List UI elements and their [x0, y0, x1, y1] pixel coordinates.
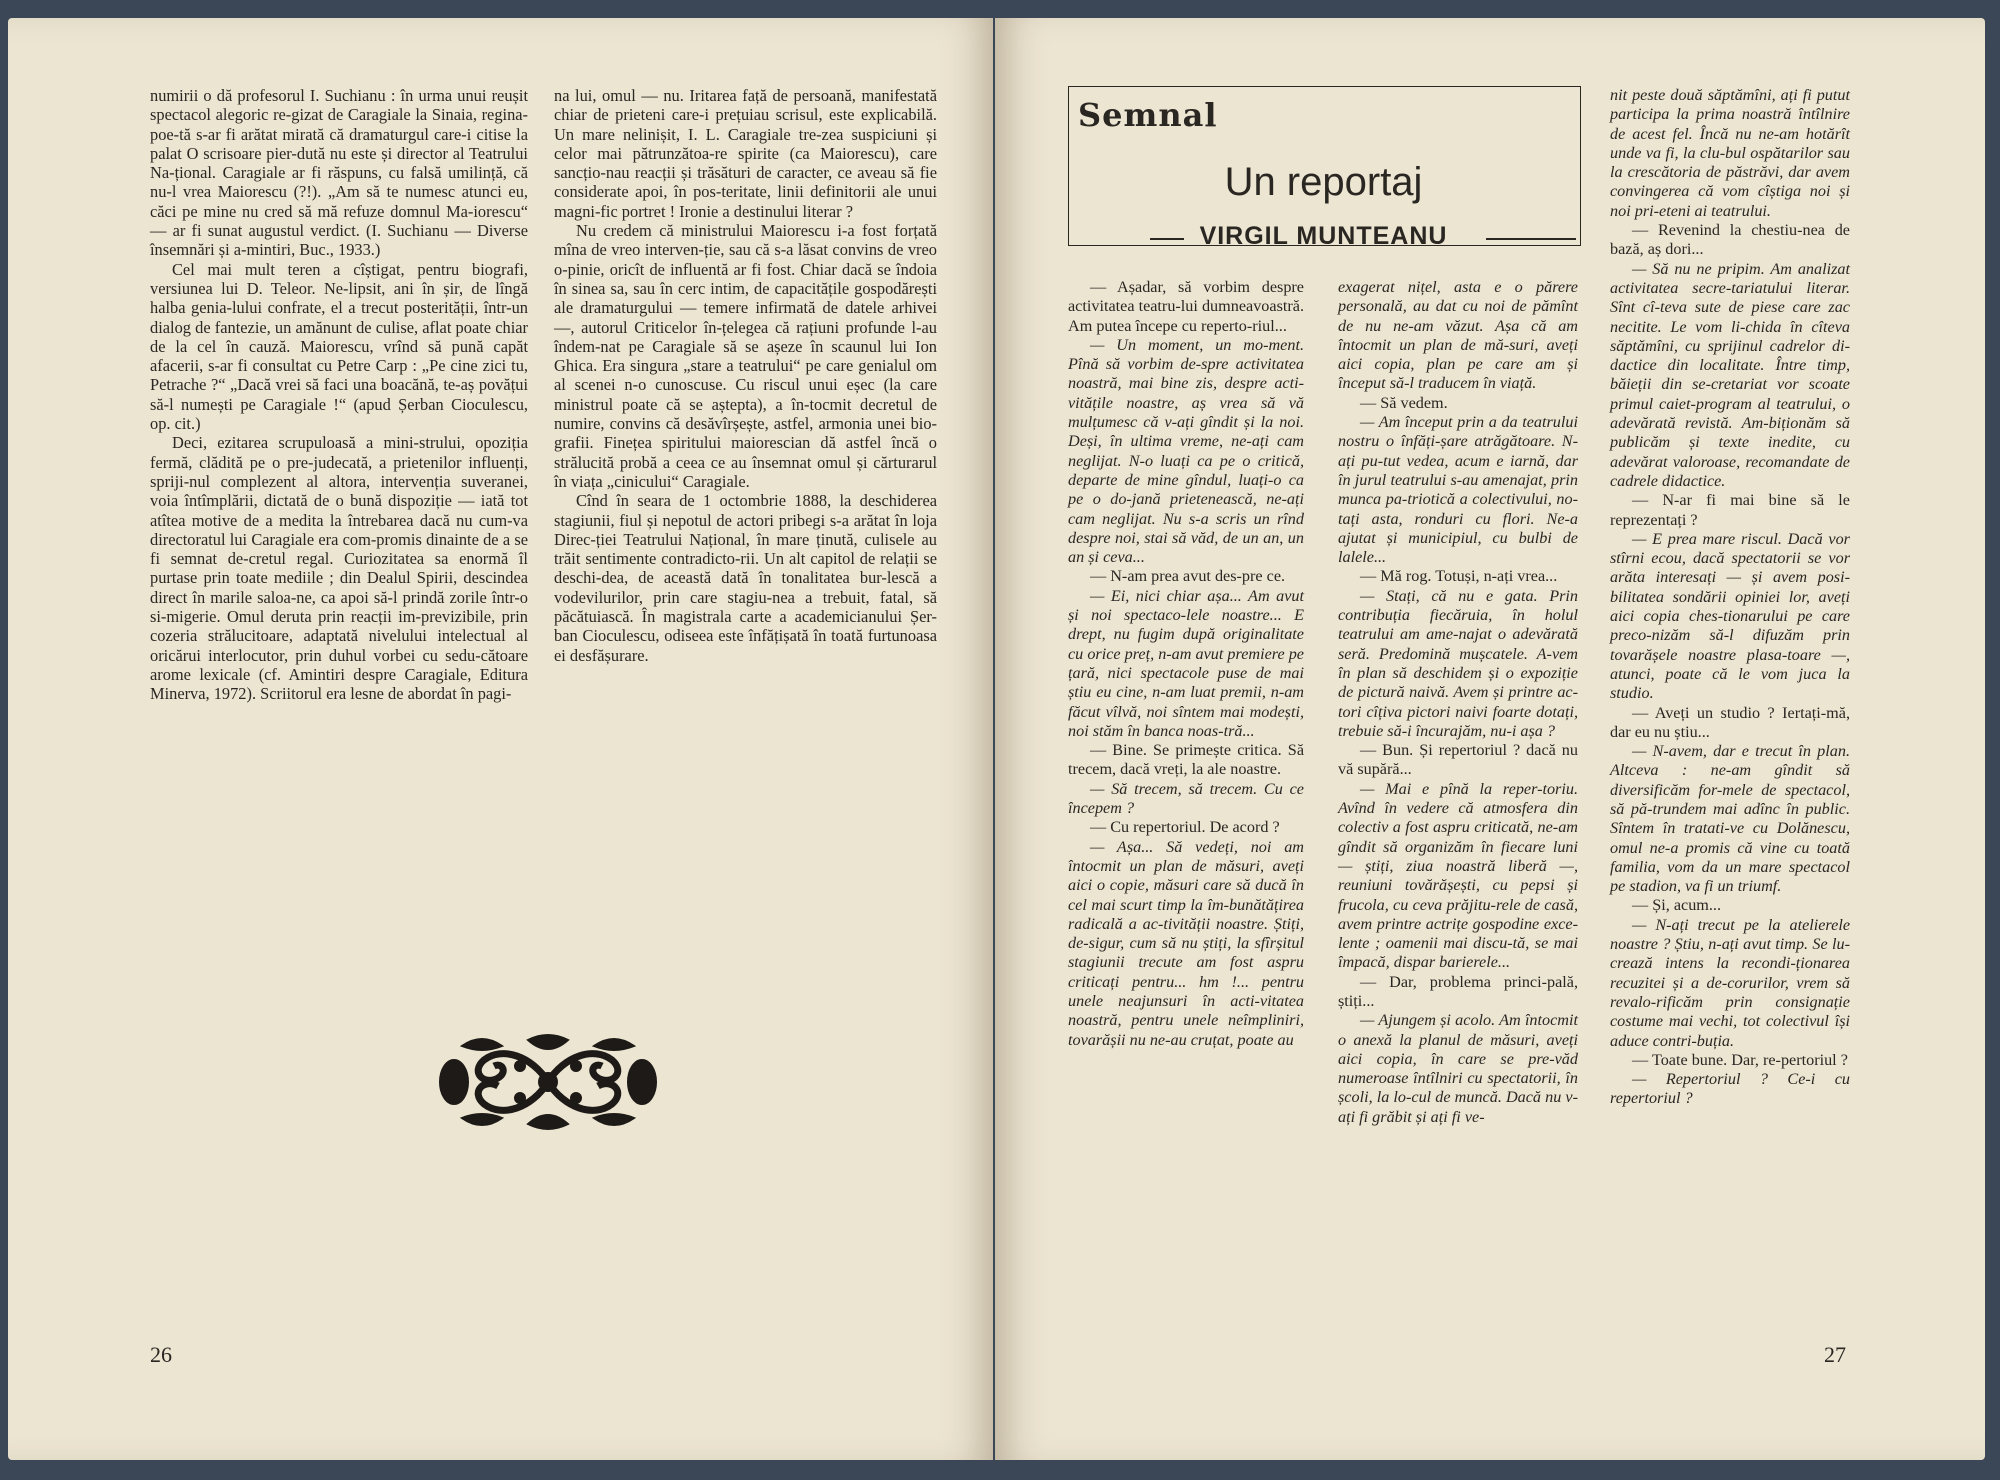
paragraph: exagerat nițel, asta e o părere personală, au dat cu noi de pămînt de nu ne-am văzut. Așa că am întocmit un plan de mă-suri, aveți aici copia, plan pe care am și început să-l traducem în viață.	[1338, 278, 1578, 393]
paragraph: — N-am prea avut des-pre ce.	[1090, 567, 1286, 586]
paragraph: — N-ați trecut pe la atelierele noastre ? Știu, n-ați avut timp. Se lu-crează intens la recondi-ționarea recuzitei și a de-corurilor, vrem să revalo-rificăm prin consignație costume mai vechi, tot colectivul își aduce contri-buția.	[1610, 915, 1850, 1050]
paragraph: na lui, omul — nu. Iritarea față de persoană, manifestată chiar de prieteni care-i prețuiau scrisul, este explicabilă. Un mare nelinișit, I. L. Caragiale tre-zea suspiciuni și celor mai pătrunzătoa-re spirite (ca Maiorescu), care sancțio-nau reacții și trăsături de caracter, ce aveau să fie considerate apoi, în pos-teritate, linii definitorii ale unui magni-fic portret ! Ironie a destinului literar ?	[554, 86, 937, 221]
right-column-2	[1338, 278, 1578, 1127]
paragraph: — Bun. Și repertoriul ? dacă nu vă supără...	[1338, 741, 1578, 779]
paragraph: — Dar, problema princi-pală, știți...	[1338, 972, 1578, 1010]
paragraph: — Mă rog. Totuși, n-ați vrea...	[1360, 567, 1558, 586]
left-column-1	[150, 86, 528, 704]
paragraph: — Să trecem, să trecem. Cu ce începem ?	[1068, 779, 1304, 818]
paragraph: — Bine. Se primește critica. Să trecem, dacă vreți, la ale noastre.	[1068, 741, 1304, 779]
right-column-1	[1068, 278, 1304, 1050]
paragraph: — Stați, că nu e gata. Prin contribuția fiecăruia, în holul teatrului am ame-najat o adevărată seră. Predomină mușcatele. A-vem în plan să deschidem și o expoziție de pictură naivă. Avem și printre ac-tori cîțiva pictori naivi foarte dotați, trebuie să-i încurajăm, nu-i așa ?	[1338, 586, 1578, 740]
paragraph: — Am început prin a da teatrului nostru o înfăți-șare atrăgătoare. N-ați pu-tut vedea, acum e iarnă, dar în jurul teatrului s-au amenajat, prin munca pa-triotică a colectivului, no-tați asta, ronduri cu flori. Ne-a ajutat și municipiul, cu bulbi de lalele...	[1338, 413, 1578, 567]
paragraph: — Ajungem și acolo. Am întocmit o anexă la planul de măsuri, aveți aici copia, în care se pre-văd numeroase întîlniri cu spectatorii, în școli, la lo-cul de muncă. Dacă nu v-ați fi grăbit și ați fi ve-	[1338, 1011, 1578, 1126]
paragraph: — Așa... Să vedeți, noi am întocmit un plan de măsuri, aveți aici o copie, măsuri care să ducă în cel mai scurt timp la îm-bunătățirea radicală a ac-tivității noastre. Știți, de-sigur, cum să nu știți, la sfîrșitul stagiunii trecute am fost aspru criticați pentru... hm !... pentru unele neajunsuri în acti-vitatea noastră, pentru unele neîmpliniri, tovarășii nu ne-au cruțat, poate au	[1068, 837, 1304, 1049]
paragraph: — Aveți un studio ? Iertați-mă, dar eu nu știu...	[1610, 703, 1850, 741]
paragraph: — N-avem, dar e trecut în plan. Altceva : ne-am gîndit să diversificăm for-mele de spectacol, să pă-trundem mai adînc în public. Sîntem în tratati-ve cu Dolănescu, omul ne-a promis că vine cu toată familia, vom da un mare spectacol pe stadion, va fi un triumf.	[1610, 742, 1850, 896]
paragraph: numirii o dă profesorul I. Suchianu : în urma unui reușit spectacol alegoric re-gizat de Caragiale la Sinaia, regina-poe-tă s-ar fi arătat mirată că dramaturgul care-i citise la palat O scrisoare pier-dută nu este și director al Teatrului Na-țional. Caragiale ar fi răspuns, cu falsă umilință, că nu-l vrea Maiorescu (?!). „Am să te numesc atunci eu, căci pe mine nu cred să mă refuze domnul Ma-iorescu“ — ar fi sunat augustul verdict. (I. Suchianu — Diverse însemnări și a-mintiri, Buc., 1933.)	[150, 86, 528, 260]
paragraph: — Repertoriul ? Ce-i cu repertoriul ?	[1610, 1070, 1850, 1108]
paragraph: — Revenind la chestiu-nea de bază, aș dori...	[1610, 221, 1850, 259]
paragraph: nit peste două săptămîni, ați fi putut participa la prima noastră întîlnire de acest fel. Încă nu ne-am hotărît unde va fi, la clu-bul ospătarilor sau la crescătoria de păstrăvi, dar avem convingerea că vom cîștiga noi și noi pri-eteni ai teatrului.	[1610, 86, 1850, 220]
paragraph: — Așadar, să vorbim despre activitatea teatru-lui dumneavoastră. Am putea începe cu reperto-riul...	[1068, 278, 1304, 335]
paragraph: — Să vedem.	[1360, 393, 1448, 412]
article-author: VIRGIL MUNTEANU	[1199, 222, 1448, 250]
page-number: 26	[150, 1342, 172, 1367]
paragraph: — Cu repertoriul. De acord ?	[1090, 818, 1280, 837]
floral-ornament	[432, 1026, 664, 1138]
paragraph: Cel mai mult teren a cîștigat, pentru biografi, versiunea lui D. Teleor. Ne-lipsit, ani în șir, de lîngă halba genia-lului confrate, el a trecut posterității, într-un dialog de fantezie, un amănunt de culise, aflat poate chiar de la cel în cauză. Maiorescu, vrînd să pună capăt afacerii, s-ar fi consultat cu Petre Carp : „Pe cine zici tu, Petrache ?“ „Dacă vrei să faci una boacănă, te-aș povățui să-l numești pe Caragiale !“ (apud Șerban Cioculescu, op. cit.)	[150, 259, 528, 434]
section-label: Semnal	[1078, 96, 1218, 134]
paragraph: Nu credem că ministrului Maiorescu i-a fost forțată mîna de vreo interven-ție, sau că s-a lăsat convins de vreo o-pinie, oricît de influentă ar fi fost. Chiar dacă se îndoia în sinea sa, sau în cerc intim, de capacitățile gospodărești ale dramaturgului — temere infirmată de datele arhivei —, autorul Criticelor în-țelegea că rațiuni profunde l-au îndem-nat pe Caragiale să se așeze în scaunul lui Ion Ghica. Era singura „stare a teatrului“ pe care genialul om al scenei n-o cunoscuse. Cu riscul unui eșec (la care ministrul poate că se aștepta), a în-tocmit decretul de numire, convins că desăvîrșește, astfel, armonia unei bio-grafii. Finețea spiritului maiorescian dă astfel încă o strălucită probă a ceea ce au însemnat omul și cărturarul în viața „cinicului“ Caragiale.	[554, 221, 937, 491]
page-number: 27	[1824, 1342, 1846, 1367]
right-column-3	[1610, 86, 1850, 1109]
paragraph: — Mai e pînă la reper-toriu. Avînd în vedere că atmosfera din colectiv a fost aspru criticată, ne-am gîndit să organizăm în fiecare luni — știți, ziua noastră liberă —, reuniuni tovărășești, cu pepsi și frucola, cu ceva prăjitu-rele de casă, avem printre actrițe gospodine exce-lente ; oamenii mai discu-tă, se mai împacă, dispar barierele...	[1338, 779, 1578, 972]
paragraph: — N-ar fi mai bine să le reprezentați ?	[1610, 491, 1850, 529]
left-column-2	[554, 86, 937, 665]
paragraph: — E prea mare riscul. Dacă vor stîrni ecou, dacă spectatorii se vor arăta interesați — și avem posi-bilitatea sondării opiniei lor, aveți aici copia ches-tionarului pe care preco-nizăm să-l difuzăm prin tovarășele noastre plasa-toare —, atunci, poate că le vom juca la studio.	[1610, 529, 1850, 703]
paragraph: Deci, ezitarea scrupuloasă a mini-strului, opoziția fermă, clădită pe o pre-judecată, a prietenilor influenți, spriji-nul complezent al altora, intervenția suveranei, voia întîmplării, dictată de o bună dispoziție — iată tot atîtea motive de a medita la întrebarea dacă nu cum-va directoratul lui Caragiale era com-promis dinainte de a se fi semnat de-cretul regal. Curiozitatea sa enormă îl purtase prin toate mediile ; din Dealul Spirii, descindea direct în marile saloa-ne, ca apoi să-l prindă zorile într-o si-migerie. Omul deruta prin reacții im-previzibile, prin cozeria strălucitoare, adaptată nivelului intelectual al oricărui interlocutor, prin duhul vorbei cu sedu-cătoare arome lexicale (cf. Amintiri despre Caragiale, Editura Minerva, 1972). Scriitorul era lesne de abordat în pagi-	[150, 433, 528, 704]
paragraph: — Toate bune. Dar, re-pertoriul ?	[1632, 1050, 1848, 1069]
paragraph: — Un moment, un mo-ment. Pînă să vorbim de-spre activitatea noastră, mai bine zis, despre acti-vitățile noastre, aș vrea să vă mulțumesc că v-ați gîndit și la noi. Deși, în ultima vreme, ne-ați cam neglijat. N-o luați ca pe o critică, departe de mine gîndul, luați-o ca pe o do-jană prietenească, ne-ați cam neglijat. Nu s-a scris un rînd despre noi, stai să văd, de un an, un an și ceva...	[1068, 335, 1304, 567]
divider	[1486, 238, 1576, 240]
article-title: Un reportaj	[1224, 160, 1423, 204]
paragraph: Cînd în seara de 1 octombrie 1888, la deschiderea stagiunii, fiul și nepotul de actori pribegi s-a arătat în loja Direc-ției Teatrului Național, în mare ținută, culisele au trăit sentimente contradicto-rii. Un alt capitol de relații se deschi-dea, de această dată în tonalitatea bur-lescă a vodevilurilor, prin care stagiu-nea a trebuit, fatal, să păcătuiască. În magistrala carte a academicianului Șer-ban Cioculescu, odiseea este înfățișată în toată furtunoasa ei desfășurare.	[554, 491, 937, 665]
paragraph: — Să nu ne pripim. Am analizat activitatea secre-tariatului literar. Sînt cî-teva sute de piese care zac necitite. Le vom li-chida în cîteva săptămîni, cu sprijinul cadrelor di-dactice din localitate. Între timp, băieții din se-cretariat vor scoate primul caiet-program al teatrului, o adevărată revistă. Am-biționăm să publicăm și texte inedite, cu adevărat valoroase, recomandate de cadrele didactice.	[1610, 259, 1850, 490]
paragraph: — Și, acum...	[1632, 896, 1722, 915]
paragraph: — Ei, nici chiar așa... Am avut și noi spectaco-lele noastre... E drept, nu fugim după originalitate cu orice preț, n-am avut premiere pe țară, nici spectacole puse de mai știu eu cine, n-am luat premii, n-am făcut vîlvă, noi sîntem mai modești, noi stăm în banca noas-tră...	[1068, 586, 1304, 740]
